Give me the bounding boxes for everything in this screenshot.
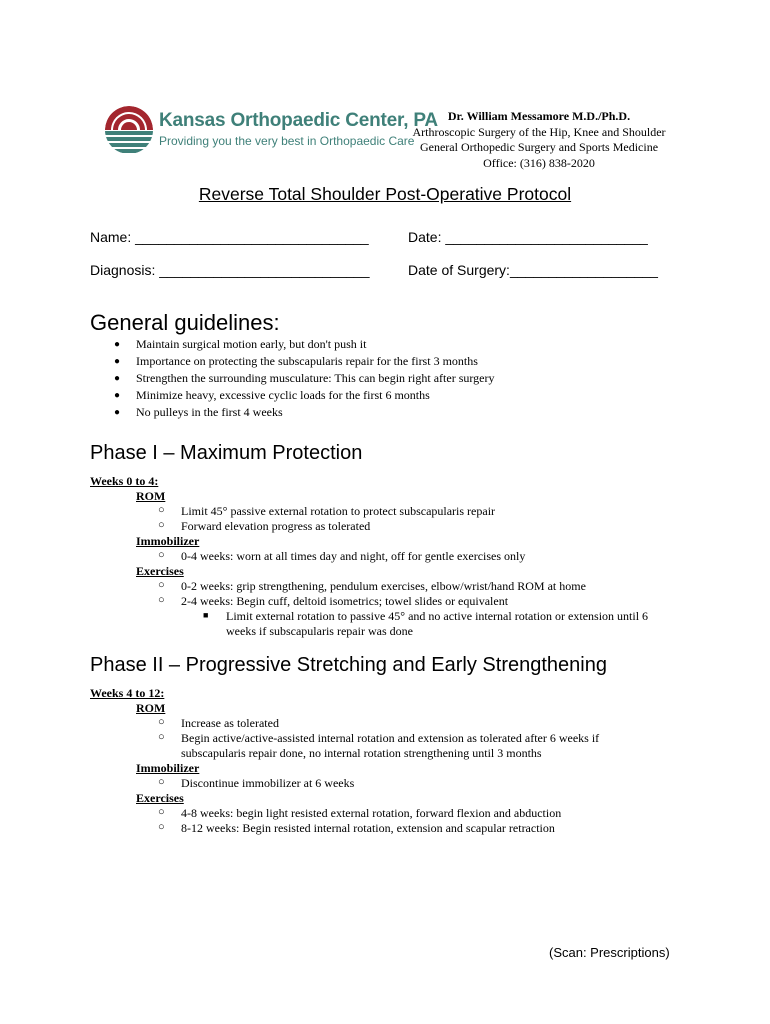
- page-title: Reverse Total Shoulder Post-Operative Protocol: [198, 184, 572, 204]
- phase2-rom-label: ROM: [136, 701, 166, 715]
- circle-bullet-icon: ○: [158, 731, 165, 743]
- list-item: ● Minimize heavy, excessive cyclic loads for the first 6 months: [114, 388, 430, 402]
- scan-footer: (Scan: Prescriptions): [549, 945, 670, 960]
- phase1-note-line2: weeks if subscapularis repair was done: [226, 624, 413, 638]
- doctor-info: [400, 109, 678, 171]
- phase1-weeks: Weeks 0 to 4:: [90, 474, 159, 488]
- clinic-logo-mark-icon: [103, 104, 155, 156]
- phase2-rom-1: Increase as tolerated: [181, 716, 279, 730]
- list-item: ● Maintain surgical motion early, but don't push it: [114, 337, 367, 351]
- bullet-icon: ●: [114, 373, 121, 384]
- list-item: ● Importance on protecting the subscapularis repair for the first 3 months: [114, 354, 478, 368]
- circle-bullet-icon: ○: [158, 594, 165, 606]
- diagnosis-field[interactable]: Diagnosis: ___________________________: [90, 262, 370, 278]
- date-of-surgery-field[interactable]: Date of Surgery:___________________: [408, 262, 658, 278]
- phase2-exercise-1: 4-8 weeks: begin light resisted external rotation, forward flexion and abduction: [181, 806, 562, 820]
- phase1-heading: Phase I – Maximum Protection: [90, 442, 363, 464]
- circle-bullet-icon: ○: [158, 806, 165, 818]
- bullet-icon: ●: [114, 339, 121, 350]
- circle-bullet-icon: ○: [158, 776, 165, 788]
- phase2-rom-2-line2: subscapularis repair done, no internal rotation strengthening until 3 months: [181, 746, 542, 760]
- phase1-rom-2: Forward elevation progress as tolerated: [181, 519, 371, 533]
- phase2-immobilizer-label: Immobilizer: [136, 761, 200, 775]
- phase1-immobilizer-label: Immobilizer: [136, 534, 200, 548]
- circle-bullet-icon: ○: [158, 519, 165, 531]
- phase1-exercise-2: 2-4 weeks: Begin cuff, deltoid isometrics; towel slides or equivalent: [181, 594, 509, 608]
- phase2-exercise-2: 8-12 weeks: Begin resisted internal rotation, extension and scapular retraction: [181, 821, 555, 835]
- circle-bullet-icon: ○: [158, 579, 165, 591]
- bullet-icon: ●: [114, 390, 121, 401]
- date-field[interactable]: Date: __________________________: [408, 229, 648, 245]
- phase1-rom-1: Limit 45° passive external rotation to protect subscapularis repair: [181, 504, 496, 518]
- doctor-name: Dr. William Messamore M.D./Ph.D.: [447, 109, 631, 123]
- doctor-specialty-2: General Orthopedic Surgery and Sports Medicine: [419, 140, 659, 154]
- phase2-immobilizer-1: Discontinue immobilizer at 6 weeks: [181, 776, 355, 790]
- phase2-heading: Phase II – Progressive Stretching and Early Strengthening: [90, 654, 607, 676]
- name-field[interactable]: Name: ______________________________: [90, 229, 369, 245]
- phase1-exercise-1: 0-2 weeks: grip strengthening, pendulum exercises, elbow/wrist/hand ROM at home: [181, 579, 586, 593]
- circle-bullet-icon: ○: [158, 549, 165, 561]
- phase1-immobilizer-1: 0-4 weeks: worn at all times day and night, off for gentle exercises only: [181, 549, 526, 563]
- bullet-icon: ●: [114, 407, 121, 418]
- bullet-icon: ●: [114, 356, 121, 367]
- phase1-exercises-label: Exercises: [136, 564, 184, 578]
- square-bullet-icon: ■: [203, 610, 209, 620]
- circle-bullet-icon: ○: [158, 716, 165, 728]
- list-item: ● No pulleys in the first 4 weeks: [114, 405, 283, 419]
- phase1-note-line1: Limit external rotation to passive 45° and no active internal rotation or extension until 6: [226, 609, 649, 623]
- clinic-tagline: Providing you the very best in Orthopaedic Care: [159, 134, 415, 148]
- circle-bullet-icon: ○: [158, 821, 165, 833]
- clinic-name: Kansas Orthopaedic Center, PA: [159, 110, 438, 131]
- phase2-weeks: Weeks 4 to 12:: [90, 686, 165, 700]
- clinic-logo: [103, 104, 438, 160]
- phase1-rom-label: ROM: [136, 489, 166, 503]
- doctor-office-phone: Office: (316) 838-2020: [483, 155, 595, 170]
- doctor-specialty-1: Arthroscopic Surgery of the Hip, Knee and Shoulder: [412, 124, 666, 139]
- list-item: ● Strengthen the surrounding musculature: This can begin right after surgery: [114, 371, 495, 385]
- phase2-rom-2-line1: Begin active/active-assisted internal rotation and extension as tolerated after 6 weeks if: [181, 731, 600, 745]
- general-guidelines-list: [90, 336, 494, 421]
- general-guidelines-heading: General guidelines:: [90, 310, 280, 335]
- phase2-exercises-label: Exercises: [136, 791, 184, 805]
- circle-bullet-icon: ○: [158, 504, 165, 516]
